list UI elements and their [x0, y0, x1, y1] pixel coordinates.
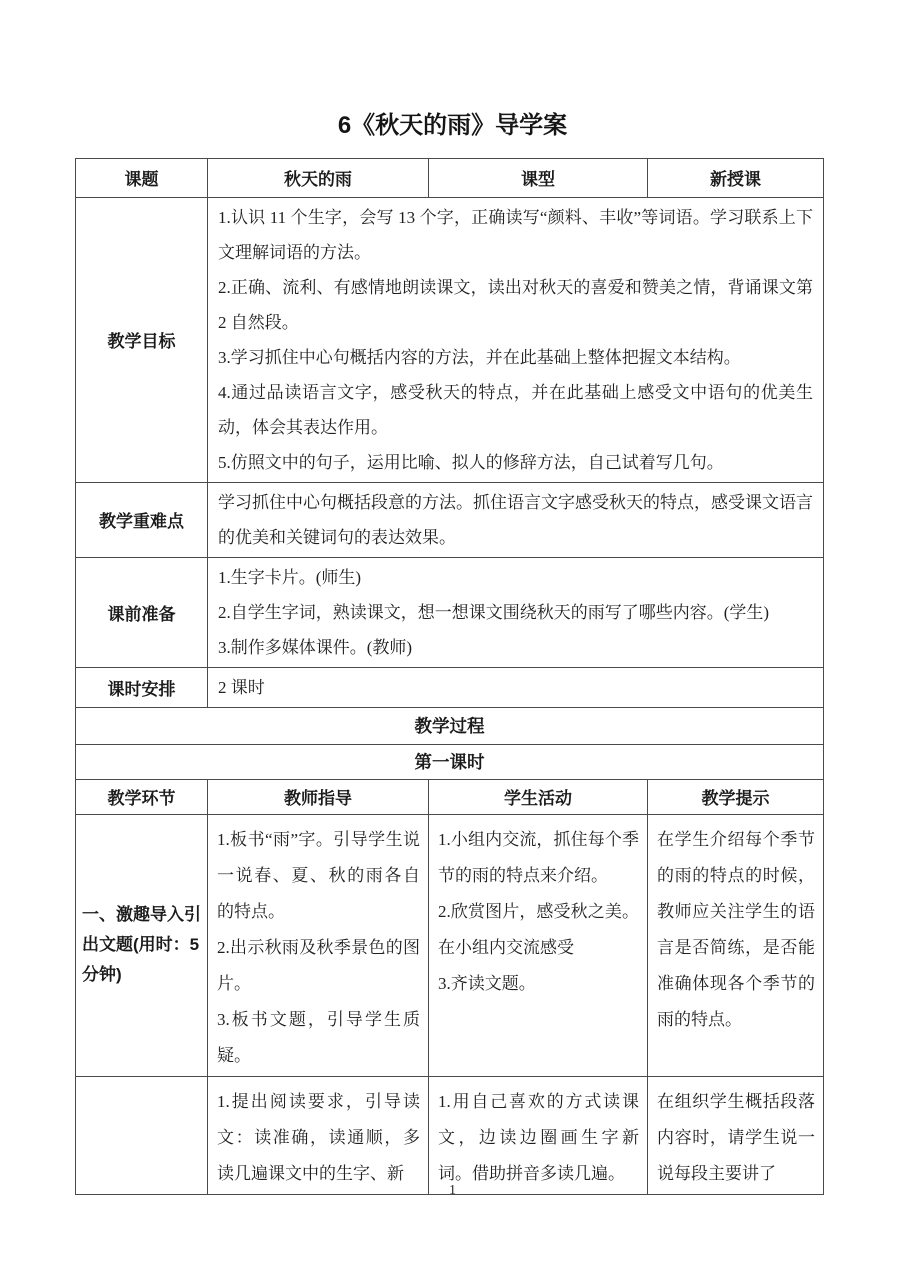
- subject-label: 课题: [76, 158, 208, 197]
- lesson-section-title: 第一课时: [76, 744, 824, 779]
- lesson-section-row: [76, 744, 824, 779]
- stage-cell: [76, 1076, 208, 1194]
- process-row: [76, 1076, 824, 1194]
- teacher-item: 3.板书文题，引导学生质疑。: [217, 1009, 420, 1065]
- meta-row: [76, 158, 824, 197]
- student-activity-cell: [429, 814, 648, 1076]
- goals-item: 2.正确、流利、有感情地朗读课文，读出对秋天的喜爱和赞美之情，背诵课文第 2 自然段。: [218, 277, 813, 332]
- stage-cell: 一、激趣导入引出文题(用时：5 分钟): [76, 814, 208, 1076]
- course-type-value: 新授课: [648, 158, 824, 197]
- student-item: 1.用自己喜欢的方式读课文，边读边圈画生字新词。借助拼音多读几遍。: [438, 1091, 639, 1183]
- process-header-row: [76, 779, 824, 814]
- goals-item: 3.学习抓住中心句概括内容的方法，并在此基础上整体把握文本结构。: [218, 347, 741, 367]
- process-row: [76, 814, 824, 1076]
- subject-value: 秋天的雨: [208, 158, 429, 197]
- teacher-item: 1.提出阅读要求，引导读文：读准确，读通顺，多读几遍课文中的生字、新: [217, 1091, 420, 1183]
- teacher-column-header: 教师指导: [208, 779, 429, 814]
- key-points-label: 教学重难点: [76, 482, 208, 557]
- key-points-row: [76, 482, 824, 557]
- student-item: 2.欣赏图片，感受秋之美。在小组内交流感受: [438, 901, 639, 957]
- preparation-item: 1.生字卡片。(师生): [218, 567, 362, 587]
- teaching-tips-cell: 在学生介绍每个季节的雨的特点的时候，教师应关注学生的语言是否简练，是否能准确体现各个季节的雨的特点。: [648, 814, 824, 1076]
- preparation-item: 3.制作多媒体课件。(教师): [218, 637, 413, 657]
- schedule-row: [76, 667, 824, 707]
- teacher-item: 2.出示秋雨及秋季景色的图片。: [217, 937, 420, 993]
- teacher-item: 1.板书“雨”字。引导学生说一说春、夏、秋的雨各自的特点。: [217, 829, 420, 921]
- student-column-header: 学生活动: [429, 779, 648, 814]
- student-activity-cell: [429, 1076, 648, 1194]
- preparation-content: [208, 557, 824, 667]
- preparation-label: 课前准备: [76, 557, 208, 667]
- goals-label: 教学目标: [76, 197, 208, 482]
- schedule-content: 2 课时: [208, 667, 824, 707]
- preparation-row: [76, 557, 824, 667]
- stage-column-header: 教学环节: [76, 779, 208, 814]
- page-number: 1: [449, 1183, 456, 1198]
- course-type-label: 课型: [429, 158, 648, 197]
- goals-item: 5.仿照文中的句子，运用比喻、拟人的修辞方法，自己试着写几句。: [218, 452, 724, 472]
- page-title: 6《秋天的雨》导学案: [337, 112, 568, 139]
- student-item: 3.齐读文题。: [438, 973, 536, 993]
- teaching-tips-cell: 在组织学生概括段落内容时，请学生说一说每段主要讲了: [648, 1076, 824, 1194]
- goals-item: 1.认识 11 个生字，会写 13 个字，正确读写“颜料、丰收”等词语。学习联系上下文理解词语的方法。: [218, 207, 813, 262]
- goals-item: 4.通过品读语言文字，感受秋天的特点，并在此基础上感受文中语句的优美生动，体会其表达作用。: [218, 382, 813, 437]
- goals-row: [76, 197, 824, 482]
- key-points-content: 学习抓住中心句概括段意的方法。抓住语言文字感受秋天的特点，感受课文语言的优美和关键词句的表达效果。: [208, 482, 824, 557]
- lesson-plan-table: [75, 158, 824, 1195]
- preparation-item: 2.自学生字词，熟读课文，想一想课文围绕秋天的雨写了哪些内容。(学生): [218, 602, 770, 622]
- teacher-guidance-cell: [208, 1076, 429, 1194]
- process-section-title: 教学过程: [76, 707, 824, 744]
- schedule-label: 课时安排: [76, 667, 208, 707]
- teacher-guidance-cell: [208, 814, 429, 1076]
- tips-column-header: 教学提示: [648, 779, 824, 814]
- goals-content: [208, 197, 824, 482]
- student-item: 1.小组内交流，抓住每个季节的雨的特点来介绍。: [438, 829, 639, 885]
- process-section-row: [76, 707, 824, 744]
